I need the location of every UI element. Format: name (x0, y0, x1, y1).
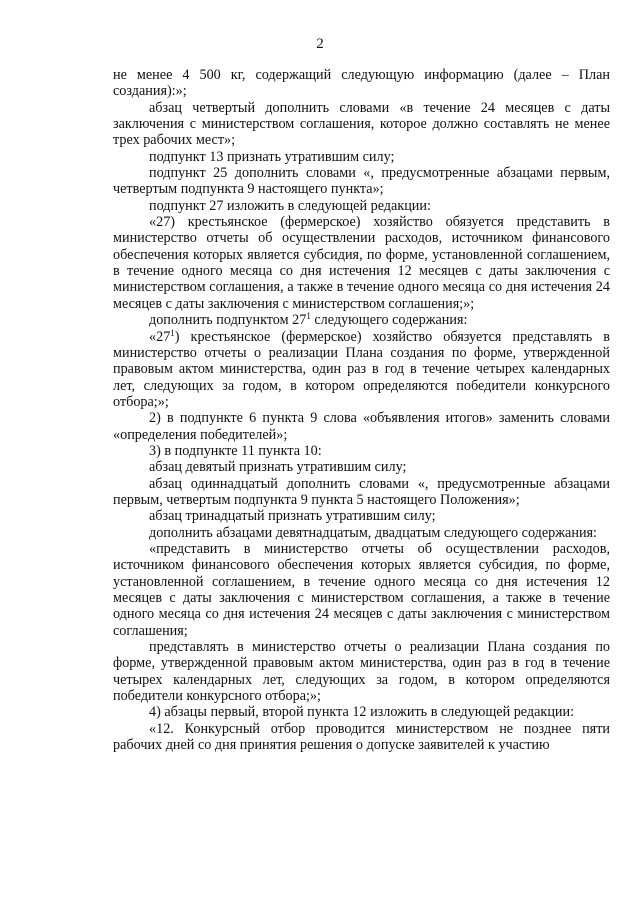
paragraph (113, 312, 610, 328)
superscript: 1 (170, 327, 175, 338)
paragraph: 4) абзацы первый, второй пункта 12 изложить в следующей редакции: (149, 704, 575, 721)
page-number: 2 (316, 36, 324, 52)
paragraph: представлять в министерство отчеты о реализации Плана создания по форме, утвержденной правовым актом министерства, один раз в год в течение четырех календарных лет, следующих за годом, в котором определяются победители конкурсного отбора;»; (113, 639, 610, 705)
document-body (113, 67, 610, 753)
paragraph (113, 329, 610, 411)
superscript: 1 (306, 311, 311, 322)
paragraph: дополнить абзацами девятнадцатым, двадцатым следующего содержания: (149, 524, 597, 541)
paragraph-text: дополнить подпунктом 27 (149, 312, 307, 329)
paragraph: абзац одиннадцатый дополнить словами «, предусмотренные абзацами первым, четвертым подпункта 9 пункта 5 настоящего Положения»; (113, 475, 610, 508)
paragraph: «12. Конкурсный отбор проводится министерством не позднее пяти рабочих дней со дня принятия решения о допуске заявителей к участию (113, 720, 610, 754)
paragraph: абзац тринадцатый признать утратившим силу; (149, 508, 436, 525)
paragraph-text: ) крестьянское (фермерское) хозяйство обязуется представлять в министерство отчеты о реализации Плана создания по форме, утвержденной правовым актом министерства, один раз в год в течение четырех календарных лет, следующих за годом, в котором определяются победители конкурсного отбора;»; (113, 328, 610, 410)
paragraph: подпункт 13 признать утратившим силу; (149, 148, 395, 165)
paragraph: абзац четвертый дополнить словами «в течение 24 месяцев с даты заключения с министерством соглашения, которое должно составлять не менее трех рабочих мест»; (113, 99, 610, 149)
paragraph: «представить в министерство отчеты об осуществлении расходов, источником финансового обеспечения которых является субсидия, по форме, установленной соглашением, в течение одного месяца со дня истечения 12 месяцев с даты заключения с министерством соглашения, а также в течение одного месяца со дня истечения 24 месяцев с даты заключения с министерством соглашения; (113, 540, 610, 639)
paragraph-text: «27 (149, 328, 171, 345)
paragraph: абзац девятый признать утратившим силу; (149, 459, 407, 476)
paragraph: 3) в подпункте 11 пункта 10: (149, 442, 322, 459)
paragraph: не менее 4 500 кг, содержащий следующую информацию (далее – План создания):»; (113, 67, 610, 100)
paragraph: «27) крестьянское (фермерское) хозяйство обязуется представить в министерство отчеты об осуществлении расходов, источником финансового обеспечения которых является субсидия, по форме, установленной соглашением, в течение одного месяца со дня истечения 12 месяцев с даты заключения с министерством соглашения, а также в течение одного месяца со дня истечения 24 месяцев с даты заключения с министерством соглашения;»; (113, 214, 610, 312)
paragraph: 2) в подпункте 6 пункта 9 слова «объявления итогов» заменить словами «определения победителей»; (113, 410, 610, 443)
paragraph: подпункт 27 изложить в следующей редакции: (149, 197, 431, 214)
paragraph: подпункт 25 дополнить словами «, предусмотренные абзацами первым, четвертым подпункта 9 настоящего пункта»; (113, 165, 610, 198)
paragraph-text: следующего содержания: (310, 312, 468, 329)
